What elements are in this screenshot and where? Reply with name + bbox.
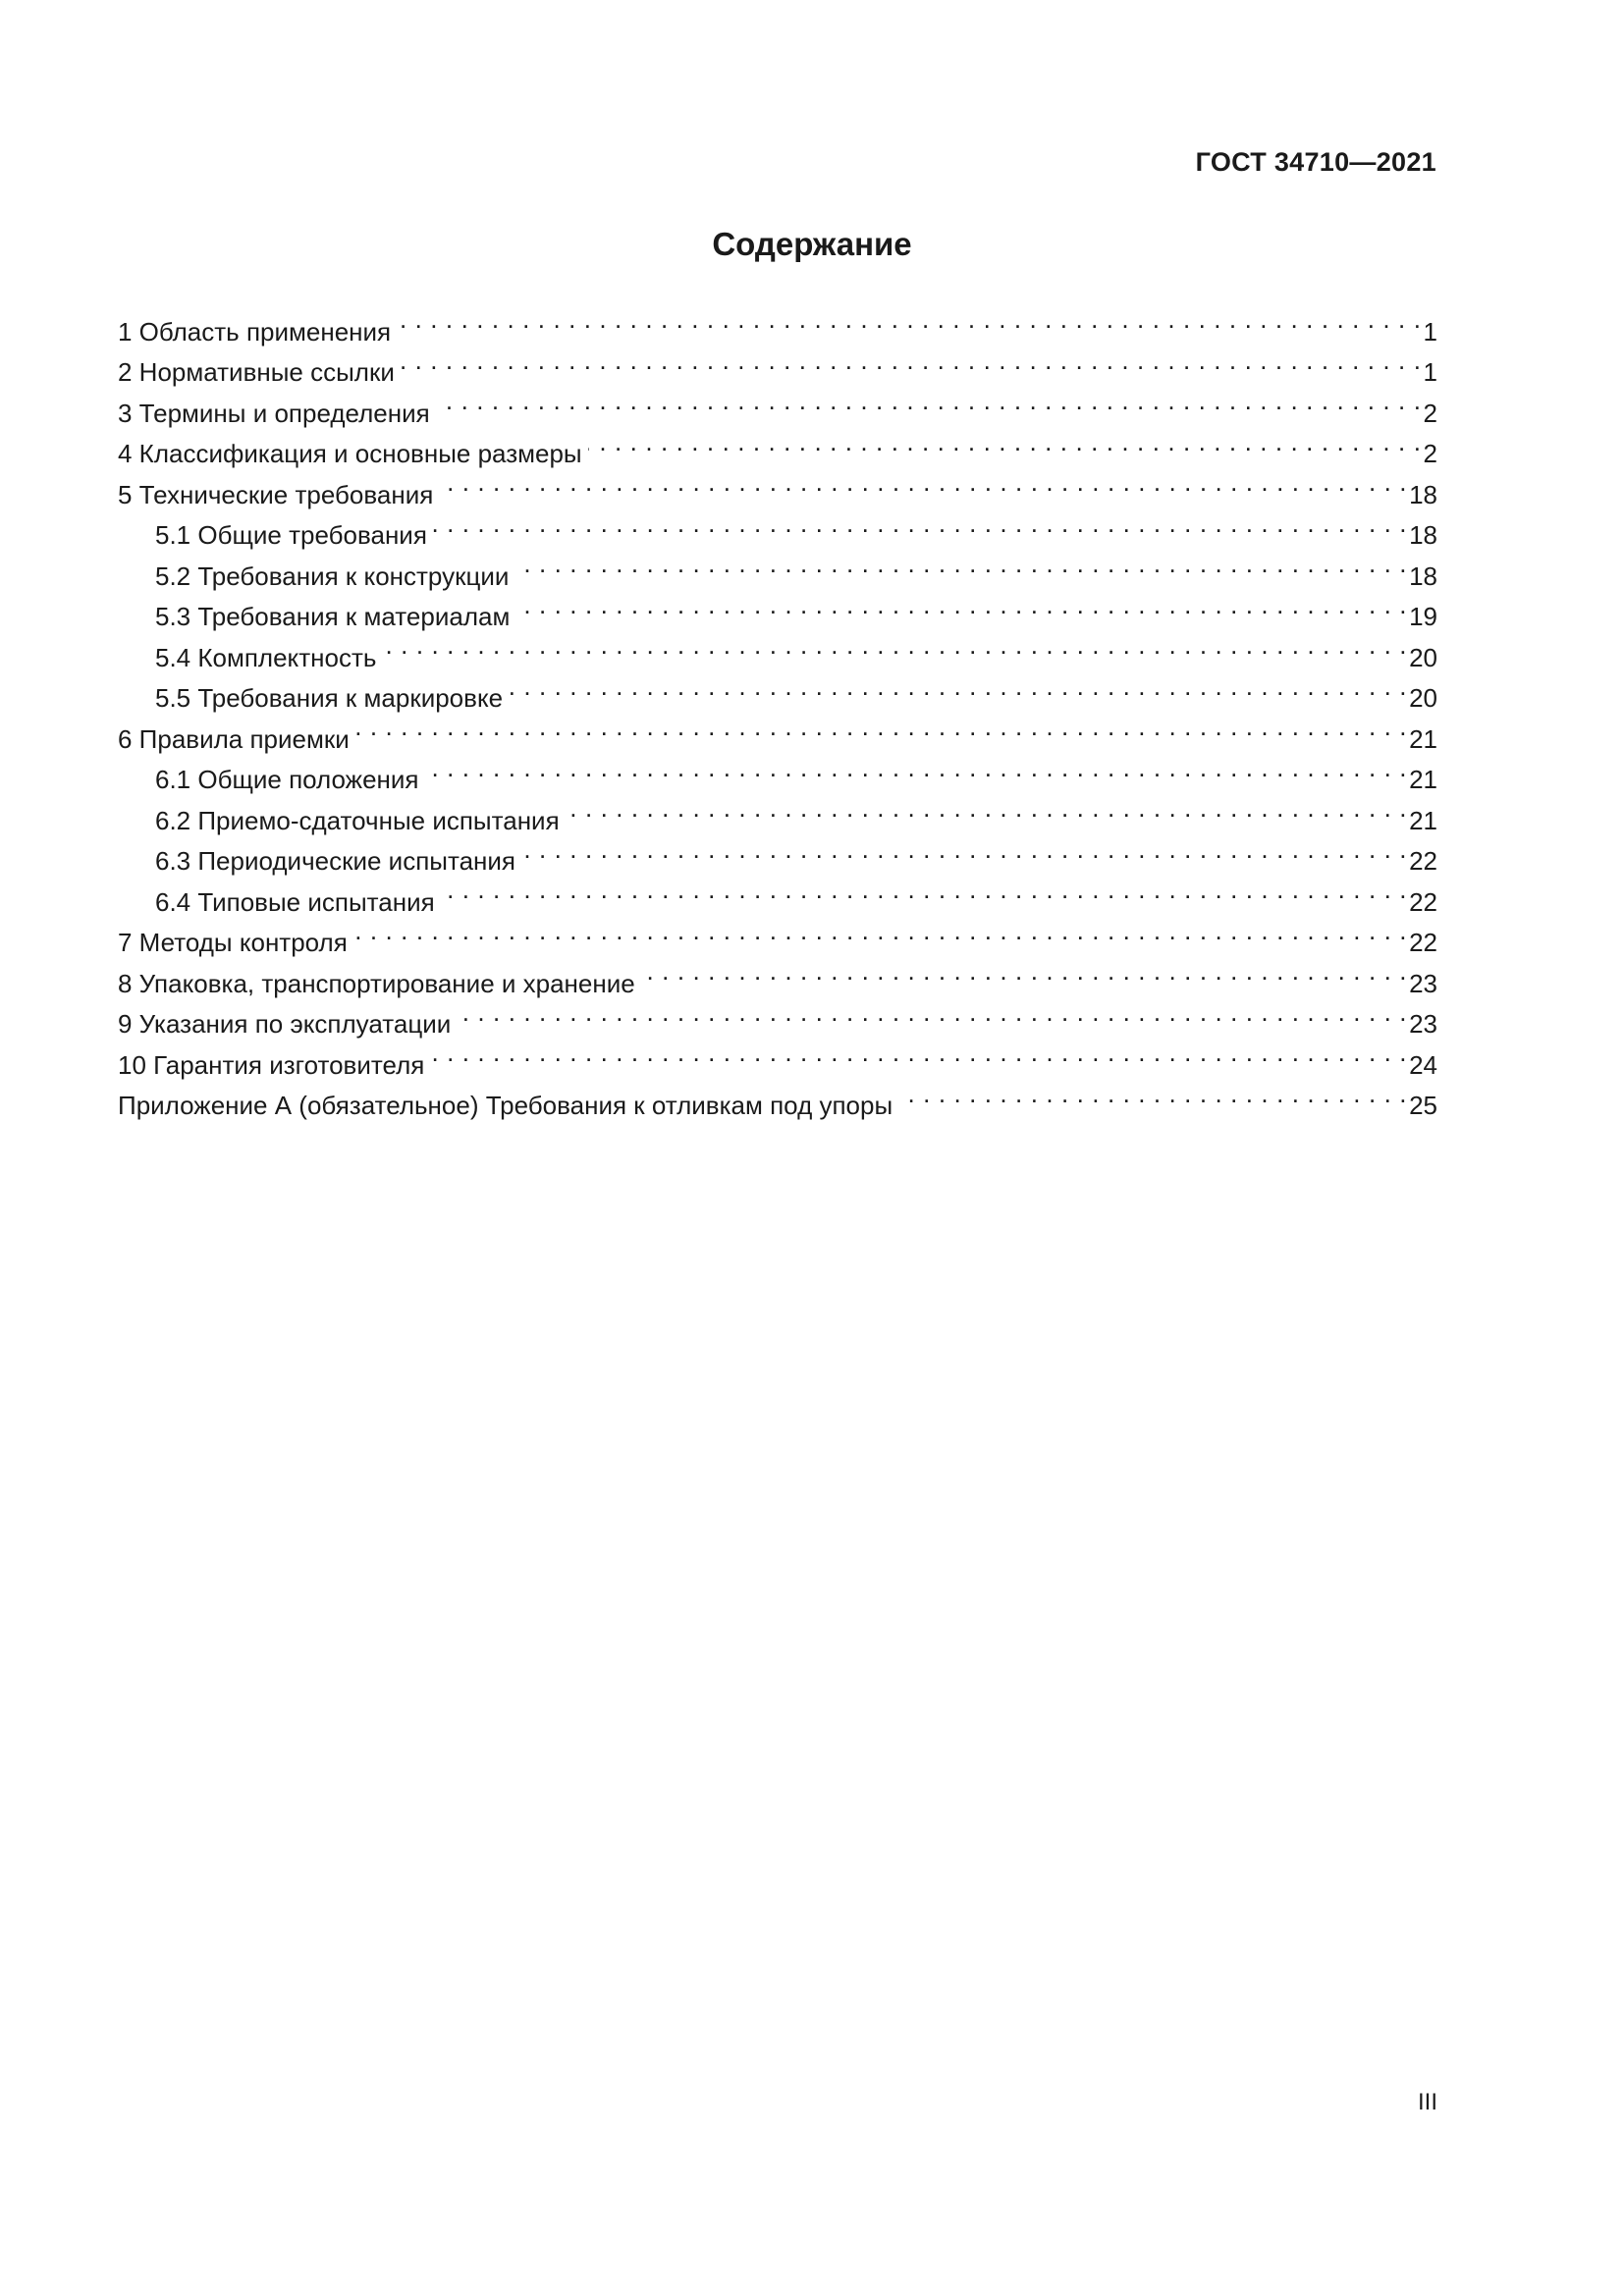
toc-leader-dots xyxy=(425,748,1408,789)
toc-entry-label: 9 Указания по эксплуатации xyxy=(118,1009,452,1039)
toc-entry-label: 1 Область применения xyxy=(118,316,392,347)
toc-entry-label: 5.1 Общие требования xyxy=(155,520,427,550)
toc-leader-dots xyxy=(382,625,1407,667)
toc-entry-label: 6 Правила приемки xyxy=(118,723,350,754)
toc-entry-label: 10 Гарантия изготовителя xyxy=(118,1049,425,1080)
toc-leader-dots xyxy=(515,585,1407,626)
toc-entry-label: 8 Упаковка, транспортирование и хранение xyxy=(118,968,635,998)
toc-entry[interactable] xyxy=(118,299,1437,347)
table-of-contents xyxy=(118,299,1437,1120)
toc-leader-dots xyxy=(397,299,1421,341)
toc-leader-dots xyxy=(457,992,1407,1034)
toc-entry-page: 23 xyxy=(1409,968,1437,998)
toc-entry-page: 18 xyxy=(1409,479,1437,509)
toc-entry-label: 6.1 Общие положения xyxy=(155,765,419,794)
toc-entry-label: 4 Классификация и основные размеры xyxy=(118,439,582,468)
toc-entry-page: 23 xyxy=(1409,1009,1437,1039)
toc-title: Содержание xyxy=(712,226,912,262)
page-number: III xyxy=(1417,2089,1437,2115)
toc-entry-page: 20 xyxy=(1409,642,1437,672)
toc-entry-page: 21 xyxy=(1409,723,1437,754)
toc-entry-page: 18 xyxy=(1409,561,1437,591)
toc-leader-dots xyxy=(353,911,1407,952)
toc-leader-dots xyxy=(521,829,1407,871)
toc-entry-label: 7 Методы контроля xyxy=(118,928,348,957)
toc-leader-dots xyxy=(401,341,1422,382)
toc-leader-dots xyxy=(433,504,1407,545)
toc-entry-page: 2 xyxy=(1423,398,1437,428)
toc-entry-label: 6.3 Периодические испытания xyxy=(155,846,515,876)
toc-leader-dots xyxy=(436,381,1422,422)
toc-entry-page: 18 xyxy=(1409,520,1437,550)
toc-entry-label: 5.3 Требования к материалам xyxy=(155,602,511,631)
toc-entry-page: 21 xyxy=(1409,765,1437,794)
toc-entry-page: 2 xyxy=(1423,439,1437,468)
toc-leader-dots xyxy=(641,951,1407,992)
toc-entry-label: 6.2 Приемо-сдаточные испытания xyxy=(155,805,560,835)
toc-entry-page: 22 xyxy=(1409,886,1437,917)
toc-entry-label: 5 Технические требования xyxy=(118,479,434,509)
toc-leader-dots xyxy=(355,707,1407,748)
toc-leader-dots xyxy=(509,667,1407,708)
toc-entry-page: 1 xyxy=(1423,316,1437,347)
toc-entry-label: 5.5 Требования к маркировке xyxy=(155,683,504,713)
toc-leader-dots xyxy=(588,422,1422,463)
document-code: ГОСТ 34710—2021 xyxy=(1195,147,1436,177)
toc-entry-page: 24 xyxy=(1409,1049,1437,1080)
toc-entry-page: 22 xyxy=(1409,846,1437,876)
toc-entry-page: 19 xyxy=(1409,602,1437,631)
toc-leader-dots xyxy=(514,544,1407,585)
toc-entry-label: 6.4 Типовые испытания xyxy=(155,886,435,917)
toc-entry-page: 1 xyxy=(1423,357,1437,387)
toc-entry-page: 22 xyxy=(1409,928,1437,957)
toc-entry-label: 5.2 Требования к конструкции xyxy=(155,561,510,591)
toc-leader-dots xyxy=(439,462,1407,504)
toc-entry-label: 5.4 Комплектность xyxy=(155,642,377,672)
toc-entry-page: 20 xyxy=(1409,683,1437,713)
toc-entry-label: Приложение А (обязательное) Требования к отливкам под упоры xyxy=(118,1091,893,1120)
toc-entry-page: 25 xyxy=(1409,1091,1437,1120)
toc-leader-dots xyxy=(898,1074,1407,1115)
toc-leader-dots xyxy=(566,788,1407,829)
toc-entry-page: 21 xyxy=(1409,805,1437,835)
toc-leader-dots xyxy=(430,1033,1407,1074)
toc-entry-label: 2 Нормативные ссылки xyxy=(118,357,395,387)
toc-entry-label: 3 Термины и определения xyxy=(118,398,430,428)
toc-leader-dots xyxy=(441,870,1407,911)
